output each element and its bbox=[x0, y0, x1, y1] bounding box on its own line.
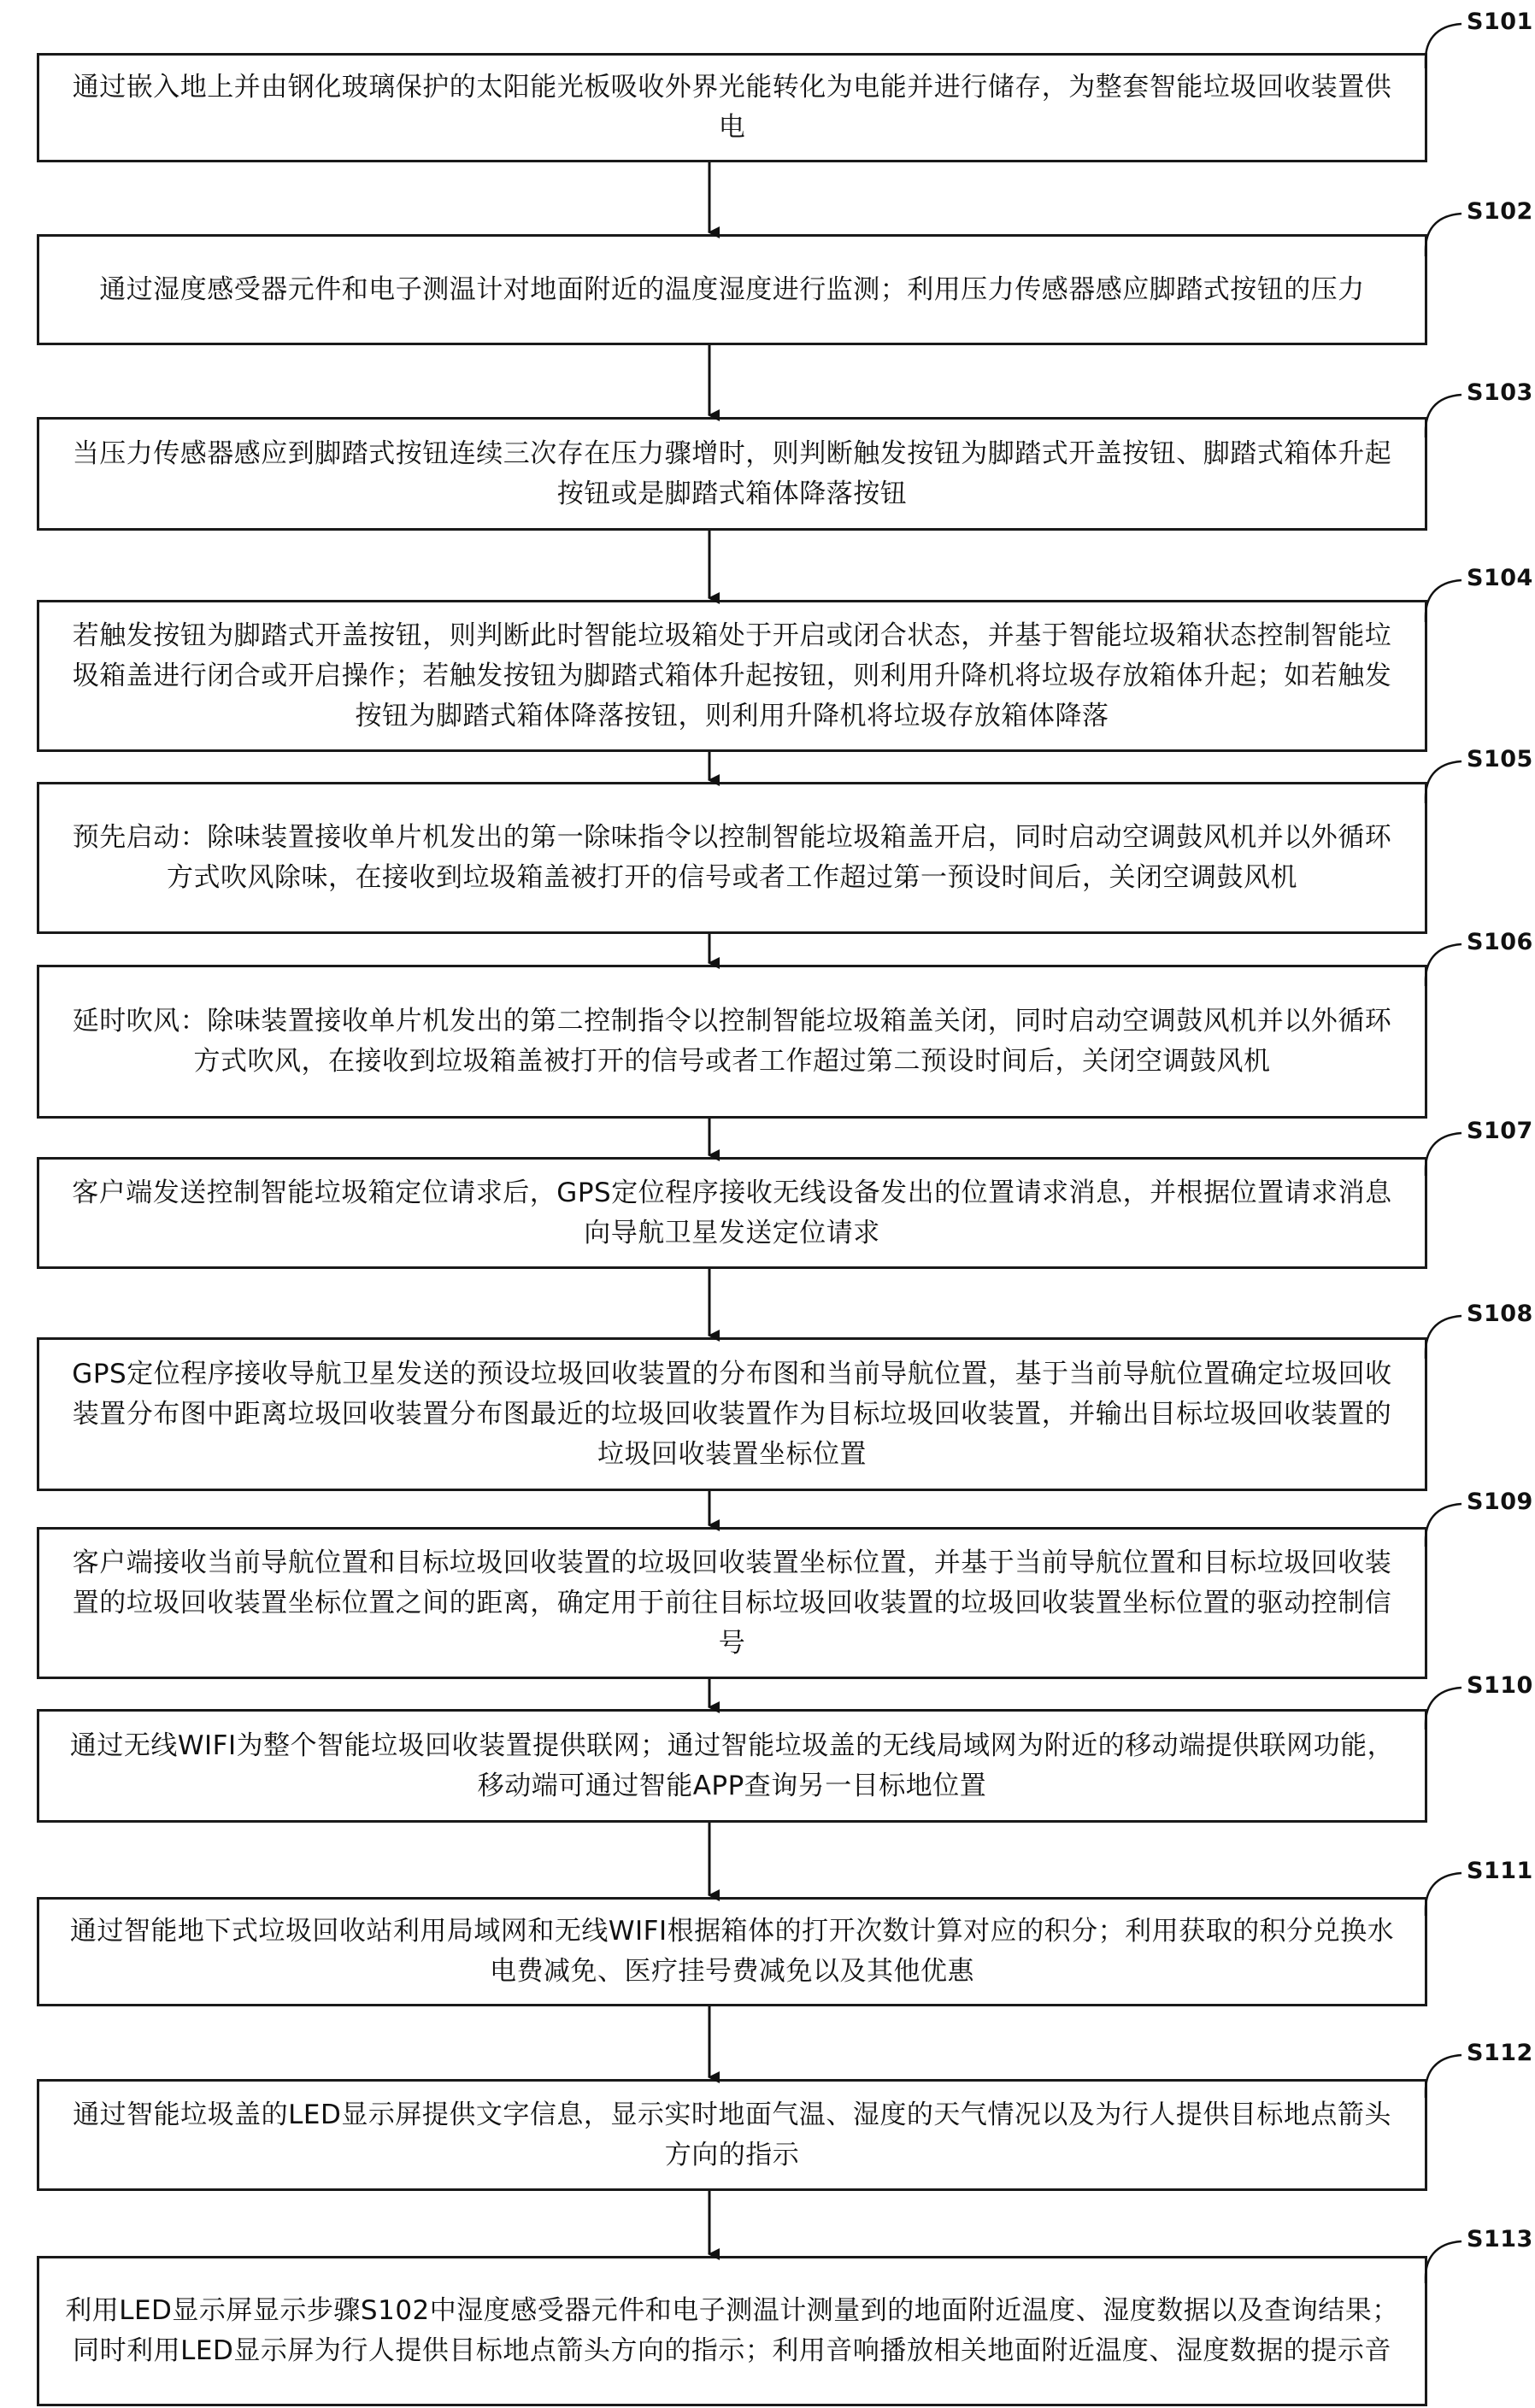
step-label-s106: S106 bbox=[1467, 929, 1533, 955]
leader-s101 bbox=[1426, 24, 1461, 68]
step-label-s105: S105 bbox=[1467, 746, 1533, 772]
step-label-s109: S109 bbox=[1467, 1489, 1533, 1515]
leader-s105 bbox=[1426, 761, 1461, 803]
step-box-s101 bbox=[37, 53, 1427, 162]
step-label-s113: S113 bbox=[1467, 2226, 1533, 2252]
step-box-s110 bbox=[37, 1709, 1427, 1823]
step-label-s111: S111 bbox=[1467, 1858, 1533, 1884]
leader-s111 bbox=[1426, 1873, 1461, 1916]
step-box-s103 bbox=[37, 417, 1427, 531]
leader-s113 bbox=[1426, 2241, 1461, 2283]
step-text-s105: 预先启动：除味装置接收单片机发出的第一除味指令以控制智能垃圾箱盖开启，同时启动空调鼓风机并以外循环方式吹风除味，在接收到垃圾箱盖被打开的信号或者工作超过第一预设时间后，关闭空调鼓风机 bbox=[72, 822, 1392, 893]
step-text-s108: GPS定位程序接收导航卫星发送的预设垃圾回收装置的分布图和当前导航位置，基于当前导航位置确定垃圾回收装置分布图中距离垃圾回收装置分布图最近的垃圾回收装置作为目标垃圾回收装置，并输出目标垃圾回收装置的垃圾回收装置坐标位置 bbox=[72, 1358, 1392, 1470]
step-text-s103: 当压力传感器感应到脚踏式按钮连续三次存在压力骤增时，则判断触发按钮为脚踏式开盖按钮、脚踏式箱体升起按钮或是脚踏式箱体降落按钮 bbox=[72, 438, 1392, 509]
step-box-s102 bbox=[37, 234, 1427, 345]
leader-s110 bbox=[1426, 1688, 1461, 1730]
leader-s109 bbox=[1426, 1504, 1461, 1547]
leader-s103 bbox=[1426, 395, 1461, 438]
step-text-s107: 客户端发送控制智能垃圾箱定位请求后，GPS定位程序接收无线设备发出的位置请求消息，并根据位置请求消息向导航卫星发送定位请求 bbox=[72, 1177, 1392, 1248]
step-box-s106 bbox=[37, 965, 1427, 1119]
step-text-s109: 客户端接收当前导航位置和目标垃圾回收装置的垃圾回收装置坐标位置，并基于当前导航位置和目标垃圾回收装置的垃圾回收装置坐标位置之间的距离，确定用于前往目标垃圾回收装置的垃圾回收装置坐标位置的驱动控制信号 bbox=[72, 1547, 1392, 1659]
step-label-s107: S107 bbox=[1467, 1118, 1533, 1144]
step-box-s112 bbox=[37, 2079, 1427, 2191]
step-label-s101: S101 bbox=[1467, 9, 1533, 35]
step-text-s113: 利用LED显示屏显示步骤S102中湿度感受器元件和电子测温计测量到的地面附近温度、湿度数据以及查询结果；同时利用LED显示屏为行人提供目标地点箭头方向的指示；利用音响播放相关地面附近温度、湿度数据的提示音 bbox=[65, 2295, 1399, 2366]
leader-s107 bbox=[1426, 1133, 1461, 1176]
leader-s108 bbox=[1426, 1316, 1461, 1359]
step-box-s105 bbox=[37, 782, 1427, 934]
step-label-s102: S102 bbox=[1467, 198, 1533, 225]
step-box-s104 bbox=[37, 600, 1427, 752]
step-label-s103: S103 bbox=[1467, 379, 1533, 406]
leader-s104 bbox=[1426, 580, 1461, 622]
leader-s102 bbox=[1426, 214, 1461, 256]
step-text-s104: 若触发按钮为脚踏式开盖按钮，则判断此时智能垃圾箱处于开启或闭合状态，并基于智能垃圾箱状态控制智能垃圾箱盖进行闭合或开启操作；若触发按钮为脚踏式箱体升起按钮，则利用升降机将垃圾存放箱体升起；如若触发按钮为脚踏式箱体降落按钮，则利用升降机将垃圾存放箱体降落 bbox=[72, 620, 1392, 731]
step-box-s113 bbox=[37, 2256, 1427, 2406]
step-label-s108: S108 bbox=[1467, 1301, 1533, 1327]
step-label-s112: S112 bbox=[1467, 2040, 1533, 2066]
step-text-s102: 通过湿度感受器元件和电子测温计对地面附近的温度湿度进行监测；利用压力传感器感应脚踏式按钮的压力 bbox=[99, 273, 1365, 305]
step-text-s106: 延时吹风：除味装置接收单片机发出的第二控制指令以控制智能垃圾箱盖关闭，同时启动空调鼓风机并以外循环方式吹风，在接收到垃圾箱盖被打开的信号或者工作超过第二预设时间后，关闭空调鼓风机 bbox=[72, 1006, 1392, 1077]
step-box-s107 bbox=[37, 1157, 1427, 1269]
step-label-s104: S104 bbox=[1467, 565, 1533, 591]
step-text-s111: 通过智能地下式垃圾回收站利用局域网和无线WIFI根据箱体的打开次数计算对应的积分；利用获取的积分兑换水电费减免、医疗挂号费减免以及其他优惠 bbox=[69, 1916, 1395, 1987]
step-text-s101: 通过嵌入地上并由钢化玻璃保护的太阳能光板吸收外界光能转化为电能并进行储存，为整套智能垃圾回收装置供电 bbox=[72, 72, 1392, 143]
step-text-s112: 通过智能垃圾盖的LED显示屏提供文字信息，显示实时地面气温、湿度的天气情况以及为行人提供目标地点箭头方向的指示 bbox=[73, 2099, 1391, 2170]
leader-s106 bbox=[1426, 944, 1461, 986]
leader-s112 bbox=[1426, 2055, 1461, 2098]
step-box-s108 bbox=[37, 1337, 1427, 1491]
step-text-s110: 通过无线WIFI为整个智能垃圾回收装置提供联网；通过智能垃圾盖的无线局域网为附近的移动端提供联网功能，移动端可通过智能APP查询另一目标地位置 bbox=[69, 1730, 1395, 1801]
step-box-s111 bbox=[37, 1897, 1427, 2006]
step-box-s109 bbox=[37, 1527, 1427, 1679]
step-label-s110: S110 bbox=[1467, 1672, 1533, 1699]
